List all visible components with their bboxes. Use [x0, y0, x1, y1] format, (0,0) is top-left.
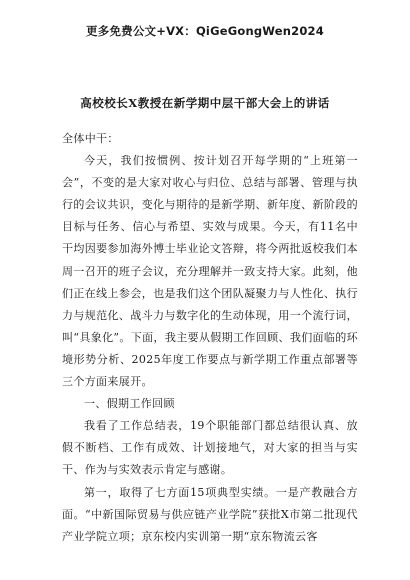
salutation: 全体中干： [62, 132, 119, 145]
paragraph-summary: 我看了工作总结表，19个职能部门都总结很认真、放假不断档、工作有成效、计划接地气，对大家的担当与实干、作为与实效表示肯定与感谢。 [62, 419, 358, 477]
paragraph-achievements: 第一，取得了七方面15项典型实绩。一是产教融合方面。“中新国际贸易与供应链产业学院”获批X市第二批现代产业学院立项；京东校内实训第一期“京东物流云客 [62, 485, 358, 543]
paragraph-intro: 今天，我们按惯例、按计划召开每学期的“上班第一会”，不变的是大家对收心与归位、总结与部署、管理与执行的会议共识，变化与期待的是新学期、新年度、新阶段的目标与任务、信心与希望、实效与成果。今天，有11名中干均因要参加海外博士毕业论文答辩，将今两批返校我们本周一召开的班子会议，充分理解并一致支持大家。此刻，他们正在线上参会，也是我们这个团队凝聚力与人性化、执行力与规范化、战斗力与数字化的生动体现，用一个流行词，叫“具象化”。下面，我主要从假期工作回顾、我们面临的环境形势分析、2025年度工作要点与新学期工作重点部署等三个方面来展开。 [62, 154, 358, 389]
section-heading: 一、假期工作回顾 [84, 397, 175, 411]
document-body [62, 117, 358, 548]
watermark-header: 更多免费公文+VX：QiGeGongWen2024 [86, 24, 324, 38]
document-title: 高校校长X教授在新学期中层干部大会上的讲话 [80, 96, 330, 110]
